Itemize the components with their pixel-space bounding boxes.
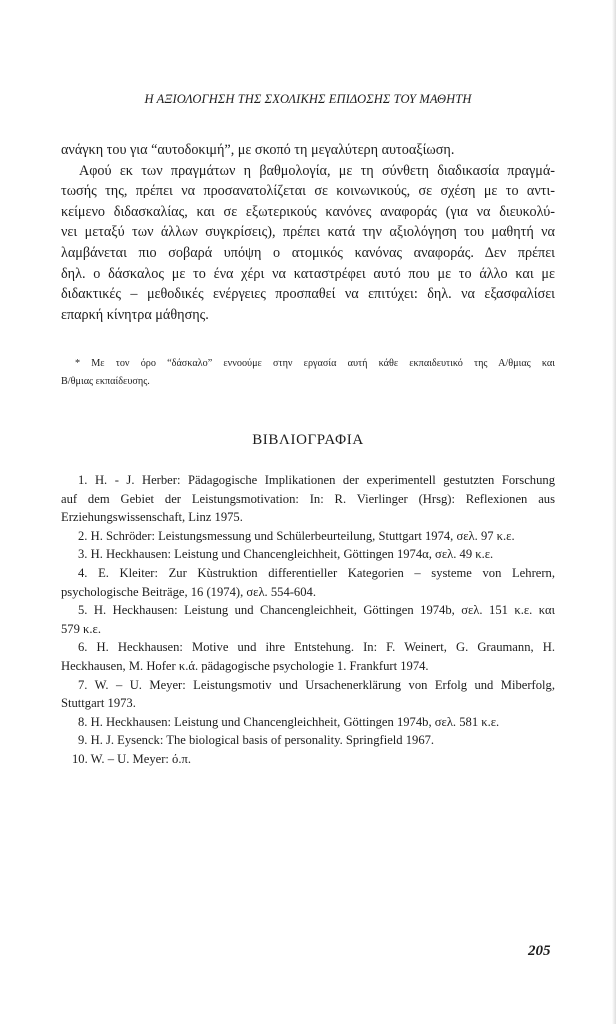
reference-item [61,750,555,769]
reference-line: 2. H. Schröder: Leistungsmessung und Schülerbeurteilung, Stuttgart 1974, σελ. 97 κ.ε. [78,528,515,543]
body-line: Αφού εκ των πραγμάτων η βαθμολογία, με τη σύνθετη διαδικασία πραγμά- [79,162,555,179]
body-line: διδακτικές – μεθοδικές ενέργειες προσπαθεί να επιτύχει: δηλ. να εξασφαλίσει [61,286,555,303]
body-line: λαμβάνεται πιο σοβαρά υπόψη ο ατομικός κανόνας αναφοράς. Δεν πρέπει [61,244,555,261]
reference-line: Erziehungswissenschaft, Linz 1975. [61,510,243,525]
reference-item [61,638,555,675]
reference-line: 8. H. Heckhausen: Leistung und Chancengleichheit, Göttingen 1974b, σελ. 581 κ.ε. [78,714,500,729]
body-line: επαρκή κίνητρα μάθησης. [61,306,209,323]
reference-line: 7. W. – U. Meyer: Leistungsmotiv und Ursachenerklärung von Erfolg und Miberfolg, [78,677,555,692]
reference-list [61,471,555,769]
reference-item [61,713,555,732]
reference-line: Stuttgart 1973. [61,696,136,711]
reference-line: 1. H. - J. Herber: Pädagogische Implikationen der experimentell gestutzten Forschung [78,473,555,487]
body-line: νει μεταξύ των άλλων συγκρίσεις), πρέπει κατά την αξιολόγηση του μαθητή να [61,224,555,241]
reference-line: 4. E. Kleiter: Zur Kùstruktion differentieller Kategorien – systeme von Lehrern, [78,565,555,580]
reference-line: Heckhausen, M. Hofer κ.ά. pädagogische psychologie 1. Frankfurt 1974. [61,658,429,673]
footnote [61,355,555,391]
reference-item [61,676,555,713]
body-line: κείμενο διδασκαλίας, και σε εξωτερικούς κανόνες αναφοράς (για να διευκολύ- [61,203,555,220]
reference-item [61,601,555,638]
body-line: ανάγκη του για “αυτοδοκιμή”, με σκοπό τη μεγαλύτερη αυτοαξίωση. [61,142,455,158]
running-head: Η ΑΞΙΟΛΟΓΗΣΗ ΤΗΣ ΣΧΟΛΙΚΗΣ ΕΠΙΔΟΣΗΣ ΤΟΥ ΜΑΘΗΤΗ [144,92,472,106]
reference-line: 579 κ.ε. [61,621,101,636]
reference-line: 5. H. Heckhausen: Leistung und Chancengleichheit, Göttingen 1974b, σελ. 151 κ.ε. και [78,603,555,618]
body-line: δηλ. ο δάσκαλος με το ένα χέρι να καταστρέφει αυτό που με το άλλο και με [61,265,555,282]
body-paragraph [61,140,555,325]
reference-line: 3. H. Heckhausen: Leistung und Chancengleichheit, Göttingen 1974α, σελ. 49 κ.ε. [78,547,494,562]
reference-item [61,564,555,601]
reference-line: 6. H. Heckhausen: Motive und ihre Entstehung. In: F. Weinert, G. Graumann, H. [78,640,555,655]
reference-item [61,471,555,527]
footnote-line: * Με τον όρο “δάσκαλο” εννοούμε στην εργασία αυτή κάθε εκπαιδευτικό της Α/θμιας και [75,358,555,369]
reference-line: psychologische Beiträge, 16 (1974), σελ. 554-604. [61,584,316,599]
body-line: τωσής της, πρέπει να προσανατολίζεται σε κοινωνικούς, σε σχέση με το αντι- [61,183,555,200]
page-number: 205 [528,943,551,959]
bibliography-heading: ΒΙΒΛΙΟΓΡΑΦΙΑ [252,432,364,448]
reference-item [61,545,555,564]
page-edge [612,0,616,1024]
reference-item [61,527,555,546]
reference-line: 9. H. J. Eysenck: The biological basis of personality. Springfield 1967. [78,733,435,748]
reference-item [61,731,555,750]
reference-line: 10. W. – U. Meyer: ό.π. [72,751,191,766]
footnote-line: Β/θμιας εκπαίδευσης. [61,376,150,387]
reference-line: auf dem Gebiet der Leistungsmotivation: In: R. Vierlinger (Hrsg): Reflexionen aus [61,491,555,506]
